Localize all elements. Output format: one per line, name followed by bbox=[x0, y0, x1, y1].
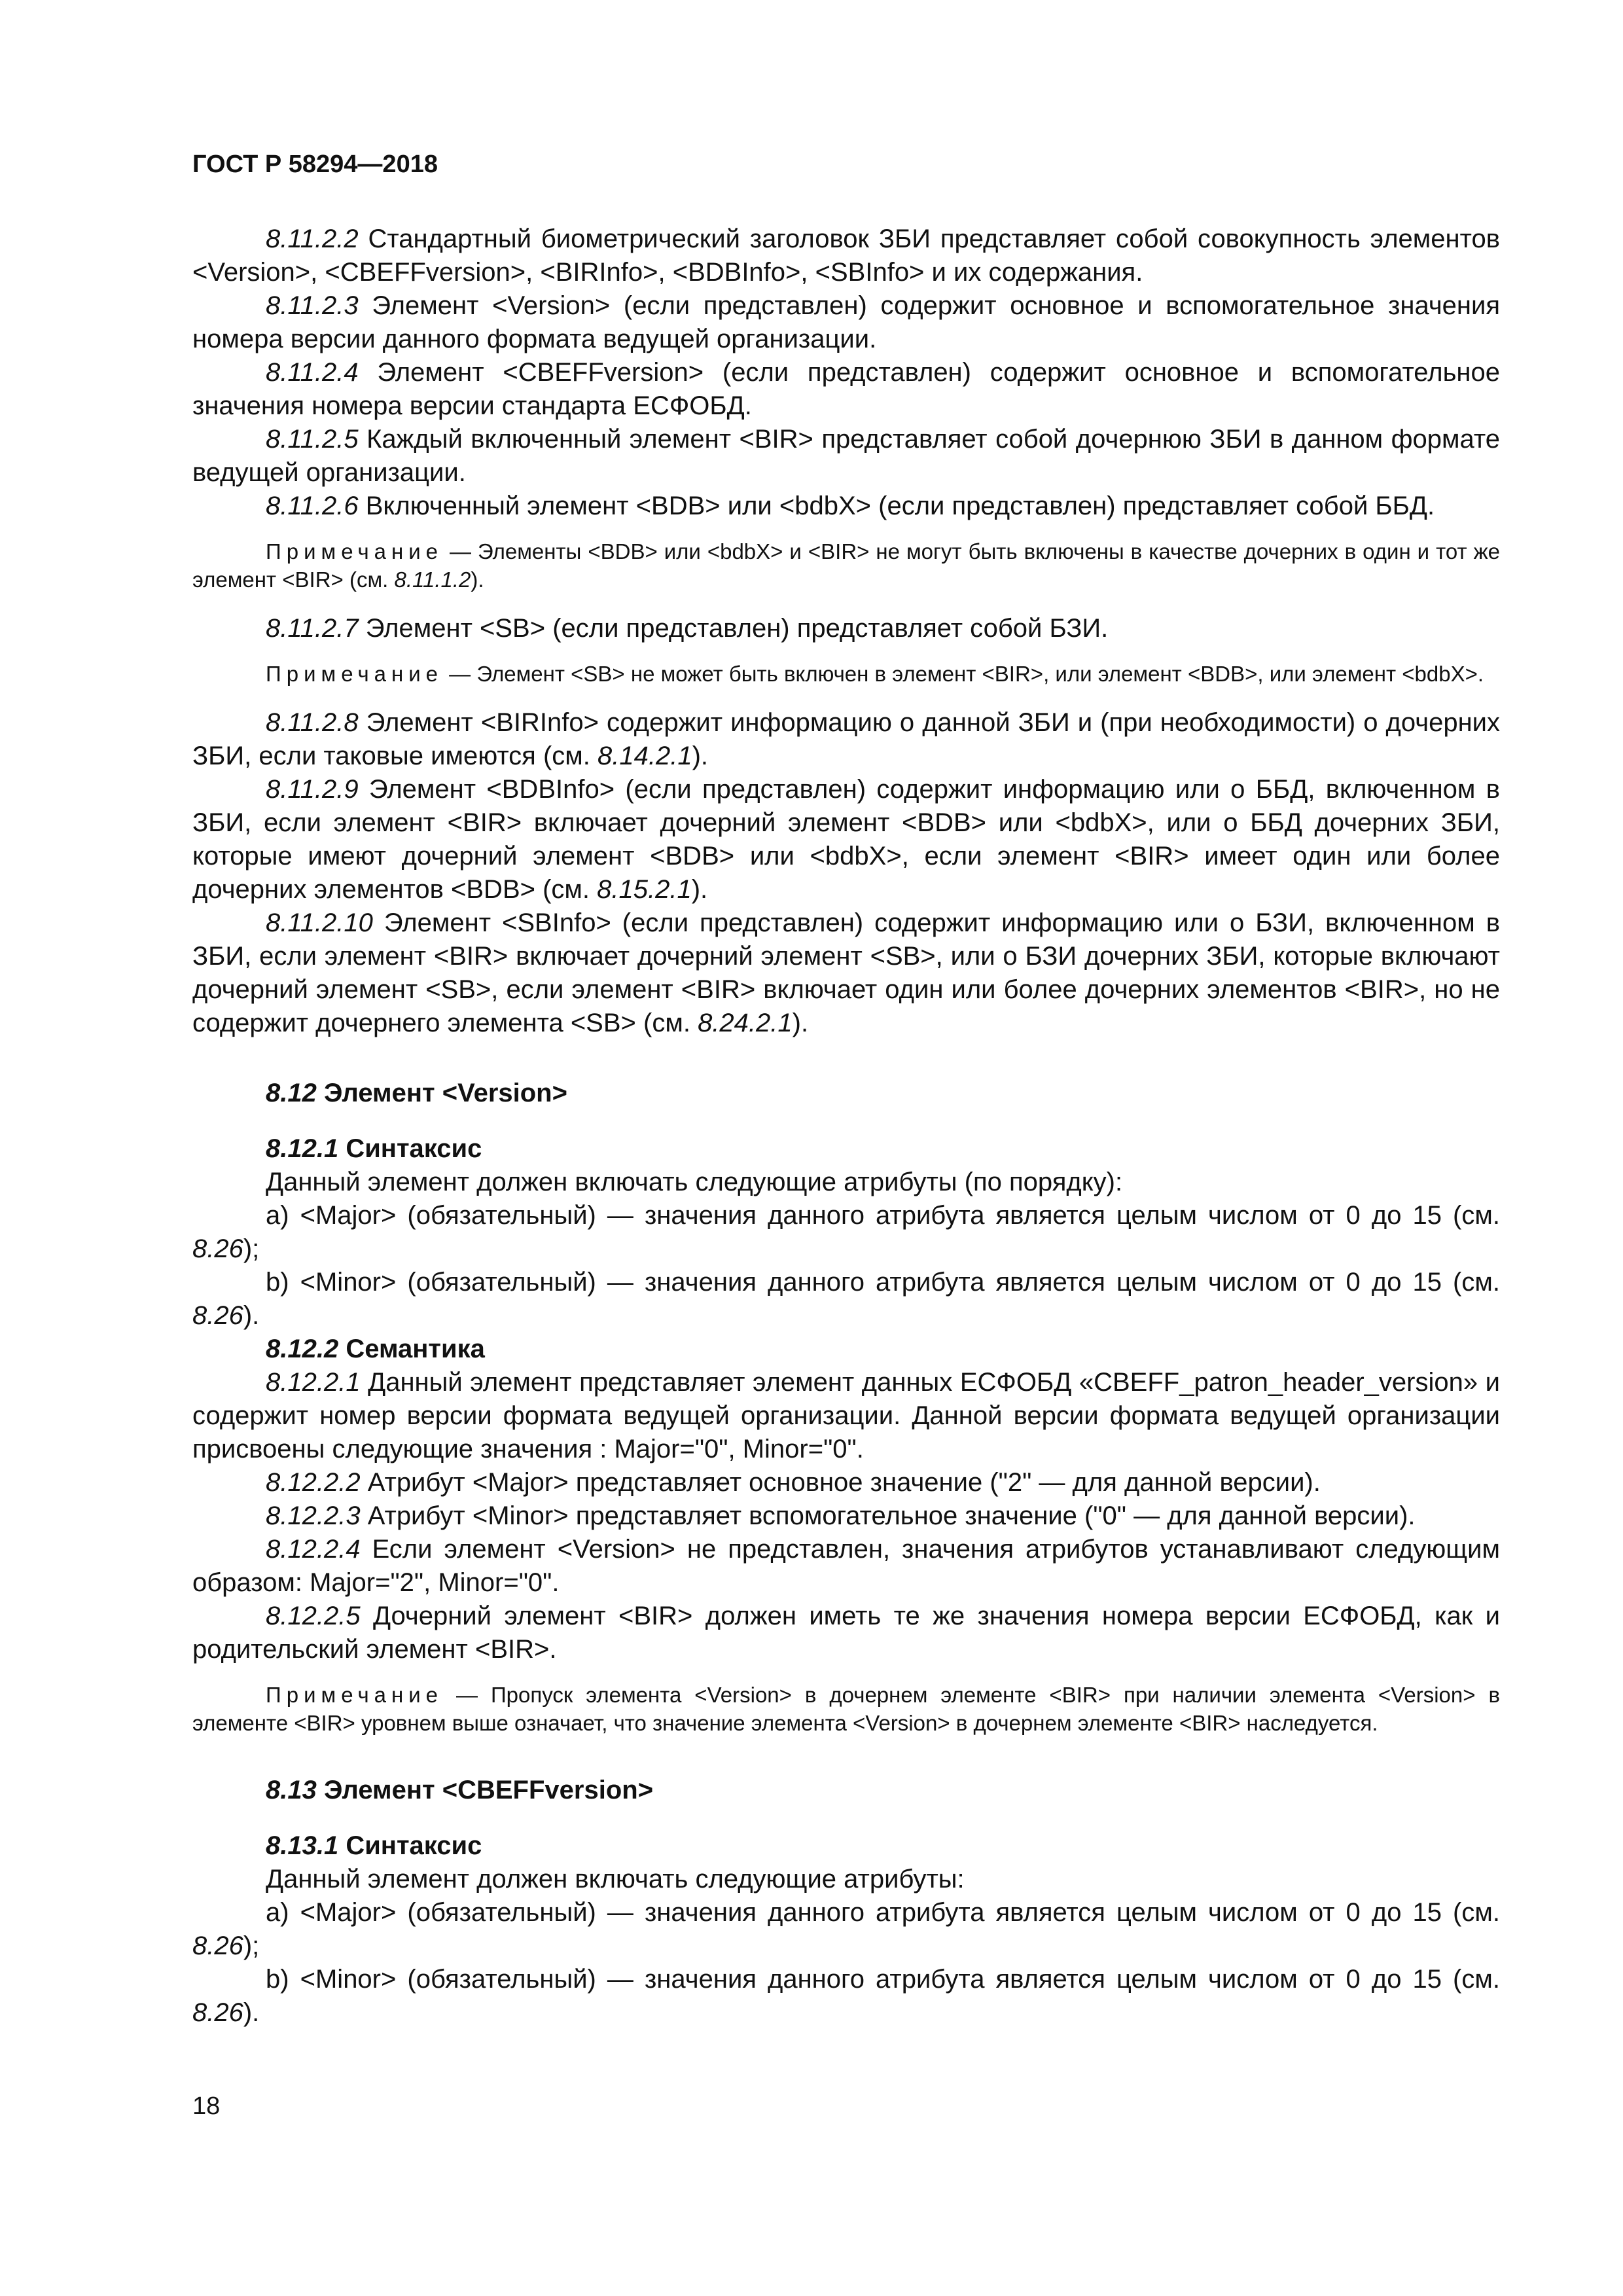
paragraph bbox=[192, 423, 1500, 490]
paragraph-text: Дочерний элемент <BIR> должен иметь те же значения номера версии ЕСФОБД, как и родительский элемент <BIR>. bbox=[192, 1602, 1500, 1664]
section-number: 8.12 bbox=[266, 1079, 317, 1107]
cross-reference: 8.11.1.2 bbox=[394, 567, 471, 592]
paragraph-text: a) <Major> (обязательный) — значения данного атрибута является целым числом от 0 до 15 (см. bbox=[266, 1898, 1500, 1927]
paragraph bbox=[192, 1199, 1500, 1266]
paragraph bbox=[192, 223, 1500, 289]
clause-number: 8.11.2.2 bbox=[266, 224, 359, 253]
paragraph bbox=[192, 289, 1500, 356]
paragraph bbox=[192, 1166, 1500, 1199]
paragraph-text: b) <Minor> (обязательный) — значения данного атрибута является целым числом от 0 до 15 (см. bbox=[266, 1268, 1500, 1297]
note bbox=[192, 660, 1500, 688]
paragraph-text: Элемент <SBInfo> (если представлен) содержит информацию или о БЗИ, включенном в ЗБИ, если элемент <BIR> включает дочерний элемент <SB>, или о БЗИ дочерних ЗБИ, которые включают дочерний элемент <SB>, если элемент <BIR> включает один или более дочерних элементов <BIR>, но не содержит дочернего элемента <SB> (см. bbox=[192, 908, 1500, 1037]
clause-number: 8.11.2.7 bbox=[266, 614, 359, 643]
paragraph bbox=[192, 356, 1500, 423]
paragraph-tail: ). bbox=[691, 875, 708, 904]
paragraph-text: Данный элемент представляет элемент данных ЕСФОБД «CBEFF_patron_header_version» и содержит номер версии формата ведущей организации. Данной версии формата ведущей организации присвоены следующие значения : Major="0", Minor="0". bbox=[192, 1368, 1500, 1463]
paragraph bbox=[192, 1600, 1500, 1666]
note-text: — Элементы <BDB> или <bdbX> и <BIR> не могут быть включены в качестве дочерних в один и тот же элемент <BIR> (см. bbox=[192, 539, 1500, 592]
paragraph bbox=[192, 490, 1500, 523]
paragraph-text: Элемент <Version> (если представлен) содержит основное и вспомогательное значения номера версии данного формата ведущей организации. bbox=[192, 291, 1500, 353]
subsection-title: Синтаксис bbox=[338, 1831, 482, 1860]
paragraph-text: Элемент <BDBInfo> (если представлен) содержит информацию или о ББД, включенном в ЗБИ, если элемент <BIR> включает дочерний элемент <BDB> или <bdbX>, или о ББД дочерних ЗБИ, которые имеют дочерний элемент <BDB> или <bdbX>, если элемент <BIR> имеет один или более дочерних элементов <BDB> (см. bbox=[192, 775, 1500, 904]
cross-reference: 8.26 bbox=[192, 1234, 243, 1263]
cross-reference: 8.26 bbox=[192, 1998, 243, 2027]
paragraph bbox=[192, 773, 1500, 906]
paragraph-text: Атрибут <Minor> представляет вспомогательное значение ("0" — для данной версии). bbox=[360, 1501, 1416, 1530]
paragraph bbox=[192, 1266, 1500, 1333]
clause-number: 8.11.2.6 bbox=[266, 492, 359, 520]
paragraph-text: Каждый включенный элемент <BIR> представляет собой дочернюю ЗБИ в данном формате ведущей организации. bbox=[192, 425, 1500, 487]
paragraph-tail: ); bbox=[243, 1931, 260, 1960]
paragraph bbox=[192, 612, 1500, 645]
subsection-title: Семантика bbox=[338, 1335, 485, 1363]
clause-number: 8.11.2.8 bbox=[266, 708, 359, 737]
paragraph-text: Стандартный биометрический заголовок ЗБИ представляет собой совокупность элементов <Version>, <CBEFFversion>, <BIRInfo>, <BDBInfo>, <SBInfo> и их содержания. bbox=[192, 224, 1500, 287]
cross-reference: 8.15.2.1 bbox=[597, 875, 692, 904]
paragraph bbox=[192, 1499, 1500, 1533]
paragraph bbox=[192, 706, 1500, 773]
note-text: — Элемент <SB> не может быть включен в элемент <BIR>, или элемент <BDB>, или элемент <bdbX>. bbox=[443, 662, 1484, 686]
note-label: Примечание bbox=[266, 539, 444, 564]
page-number: 18 bbox=[192, 2092, 221, 2120]
paragraph-text: b) <Minor> (обязательный) — значения данного атрибута является целым числом от 0 до 15 (см. bbox=[266, 1965, 1500, 1994]
paragraph-text: Элемент <BIRInfo> содержит информацию о данной ЗБИ и (при необходимости) о дочерних ЗБИ, если таковые имеются (см. bbox=[192, 708, 1500, 770]
clause-number: 8.12.2.1 bbox=[266, 1368, 361, 1397]
paragraph-text: Элемент <SB> (если представлен) представляет собой БЗИ. bbox=[358, 614, 1109, 643]
clause-number: 8.11.2.4 bbox=[266, 358, 359, 387]
subsection-heading bbox=[192, 1829, 1500, 1863]
cross-reference: 8.26 bbox=[192, 1301, 243, 1330]
cross-reference: 8.26 bbox=[192, 1931, 243, 1960]
section-title: Элемент <CBEFFversion> bbox=[316, 1776, 654, 1804]
paragraph-tail: ). bbox=[243, 1301, 260, 1330]
subsection-heading bbox=[192, 1333, 1500, 1366]
paragraph bbox=[192, 1466, 1500, 1499]
clause-number: 8.12.2.5 bbox=[266, 1602, 361, 1630]
document-body bbox=[192, 223, 1500, 2030]
subsection-number: 8.12.1 bbox=[266, 1134, 339, 1163]
clause-number: 8.12.2.2 bbox=[266, 1468, 361, 1497]
note-label: Примечание bbox=[266, 1683, 444, 1707]
note bbox=[192, 537, 1500, 594]
clause-number: 8.11.2.3 bbox=[266, 291, 359, 320]
note-label: Примечание bbox=[266, 662, 444, 686]
paragraph-tail: ). bbox=[792, 1009, 809, 1037]
paragraph-text: Данный элемент должен включать следующие атрибуты: bbox=[266, 1865, 965, 1893]
section-number: 8.13 bbox=[266, 1776, 317, 1804]
paragraph bbox=[192, 1366, 1500, 1466]
section-heading bbox=[192, 1077, 1500, 1110]
subsection-heading bbox=[192, 1132, 1500, 1166]
section-heading bbox=[192, 1774, 1500, 1807]
document-header: ГОСТ Р 58294—2018 bbox=[192, 151, 438, 178]
cross-reference: 8.24.2.1 bbox=[698, 1009, 793, 1037]
paragraph-text: Включенный элемент <BDB> или <bdbX> (если представлен) представляет собой ББД. bbox=[358, 492, 1435, 520]
clause-number: 8.12.2.4 bbox=[266, 1535, 361, 1564]
paragraph bbox=[192, 906, 1500, 1040]
note-tail: ). bbox=[471, 567, 484, 592]
paragraph-text: Данный элемент должен включать следующие атрибуты (по порядку): bbox=[266, 1168, 1123, 1196]
paragraph bbox=[192, 1963, 1500, 2030]
cross-reference: 8.14.2.1 bbox=[597, 742, 692, 770]
clause-number: 8.12.2.3 bbox=[266, 1501, 361, 1530]
paragraph bbox=[192, 1896, 1500, 1963]
paragraph-tail: ); bbox=[243, 1234, 260, 1263]
clause-number: 8.11.2.9 bbox=[266, 775, 359, 804]
paragraph-tail: ). bbox=[692, 742, 709, 770]
paragraph bbox=[192, 1863, 1500, 1896]
subsection-number: 8.12.2 bbox=[266, 1335, 339, 1363]
clause-number: 8.11.2.5 bbox=[266, 425, 359, 454]
section-title: Элемент <Version> bbox=[316, 1079, 567, 1107]
paragraph bbox=[192, 1533, 1500, 1600]
paragraph-tail: ). bbox=[243, 1998, 260, 2027]
paragraph-text: Элемент <CBEFFversion> (если представлен) содержит основное и вспомогательное значения номера версии стандарта ЕСФОБД. bbox=[192, 358, 1500, 420]
note-text: — Пропуск элемента <Version> в дочернем элементе <BIR> при наличии элемента <Version> в элементе <BIR> уровнем выше означает, что значение элемента <Version> в дочернем элементе <BIR> наследуется. bbox=[192, 1683, 1500, 1735]
clause-number: 8.11.2.10 bbox=[266, 908, 373, 937]
paragraph-text: a) <Major> (обязательный) — значения данного атрибута является целым числом от 0 до 15 (см. bbox=[266, 1201, 1500, 1230]
note bbox=[192, 1681, 1500, 1737]
paragraph-text: Атрибут <Major> представляет основное значение ("2" — для данной версии). bbox=[360, 1468, 1321, 1497]
subsection-title: Синтаксис bbox=[338, 1134, 482, 1163]
subsection-number: 8.13.1 bbox=[266, 1831, 339, 1860]
paragraph-text: Если элемент <Version> не представлен, значения атрибутов устанавливают следующим образом: Major="2", Minor="0". bbox=[192, 1535, 1500, 1597]
